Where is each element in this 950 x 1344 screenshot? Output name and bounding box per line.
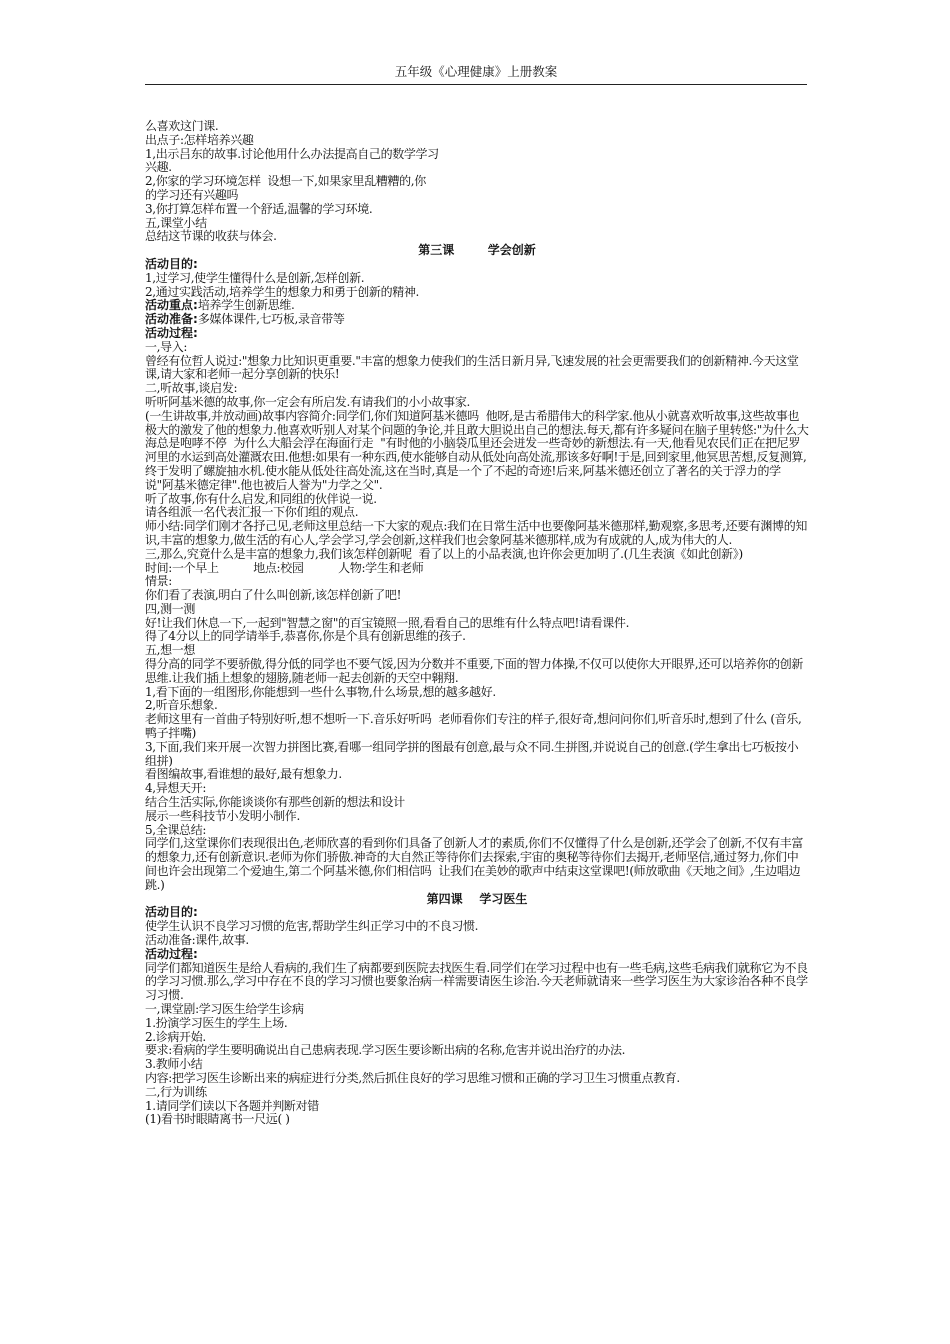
text-line — [145, 313, 809, 327]
text-line: 三,那么,究竟什么是丰富的想象力,我们该怎样创新呢 看了以上的小品表演,也许你会更加明了.(几生表演《如此创新》) — [145, 546, 743, 561]
text-line: 听听阿基米德的故事,你一定会有所启发.有请我们的小小故事家. — [145, 394, 470, 409]
text-line: 情景: — [145, 574, 172, 589]
text-line: 2,你家的学习环境怎样 设想一下,如果家里乱糟糟的,你 — [145, 174, 426, 189]
text-line: 2.诊病开始. — [145, 1029, 206, 1044]
text-line: 1.请同学们读以下各题并判断对错 — [145, 1098, 319, 1113]
page-header: 五年级《心理健康》上册教案 — [145, 62, 807, 85]
text-line: 得分高的同学不要骄傲,得分低的同学也不要气馁,因为分数并不重要,下面的智力体操,不仅可以使你大开眼界,还可以培养你的创新思维.让我们插上想象的翅膀,随老师一起去创新的天空中翱翔. — [145, 657, 804, 685]
text-line: 要求:看病的学生要明确说出自己患病表现.学习医生要诊断出病的名称,危害并说出治疗的办法. — [145, 1043, 626, 1058]
text-line: 使学生认识不良学习习惯的危害,帮助学生纠正学习中的不良习惯. — [145, 919, 479, 934]
text-line: 3.教师小结 — [145, 1057, 203, 1072]
text-line: 同学们都知道医生是给人看病的,我们生了病都要到医院去找医生看.同学们在学习过程中也有一些毛病,这些毛病我们就称它为不良的学习习惯.那么,学习中存在不良的学习习惯也要象治病一样需要请医生诊治.今天老师就请来一些学习医生为大家诊治各种不良学习习惯. — [145, 960, 808, 1003]
text-line: 四,测一测 — [145, 601, 196, 616]
text-line: 你们看了表演,明白了什么叫创新,该怎样创新了吧! — [145, 588, 402, 603]
text-line: 的学习还有兴趣吗 — [145, 187, 239, 202]
text-line: 看图编故事,看谁想的最好,最有想象力. — [145, 767, 342, 782]
text-line: 展示一些科技节小发明小制作. — [145, 808, 300, 823]
section-heading: 活动过程: — [145, 325, 198, 340]
text-line: 2,通过实践活动,培养学生的想象力和勇于创新的精神. — [145, 284, 419, 299]
text-line: 一,导入: — [145, 339, 188, 354]
text-line: (一生讲故事,并放动画)故事内容简介:同学们,你们知道阿基米德吗 他呀,是古希腊伟大的科学家.他从小就喜欢听故事,这些故事也极大的激发了他的想象力.他喜欢听别人对某个问题的争论,并且敢大胆说出自己的想法.每天,都有许多疑问在脑子里转悠:"为什么大海总是咆哮不停 为什么大船会浮在海面行走 "有时他的小脑袋瓜里还会迸发一些奇妙的新想法.有一天,他看见农民们正在把尼罗河里的水运到高处灌溉农田.他想:如果有一种东西,使水能够自动从低处向高处流,那该多好啊!于是,回到家里,他冥思苦想,反复测算,终于发明了螺旋抽水机.使水能从低处往高处流,这在当时,真是一个了不起的奇迹!后来,阿基米德还创立了著名的关于浮力的学说"阿基米德定律".他也被后人誉为"力学之父". — [145, 408, 809, 492]
text-line: 五,课堂小结 — [145, 215, 207, 230]
text-line: 兴趣. — [145, 160, 172, 175]
text-line: 1,看下面的一组图形,你能想到一些什么事物,什么场景,想的越多越好. — [145, 684, 496, 699]
text-line: 1,出示吕东的故事.讨论他用什么办法提高自己的数学学习 — [145, 146, 439, 161]
inline-text: 培养学生创新思维. — [197, 298, 295, 313]
text-line: 3,你打算怎样布置一个舒适,温馨的学习环境. — [145, 201, 373, 216]
text-line: 曾经有位哲人说过:"想象力比知识更重要."丰富的想象力使我们的生活日新月异,飞速发展的社会更需要我们的创新精神.今天这堂课,请大家和老师一起分享创新的快乐! — [145, 353, 799, 382]
text-line: 听了故事,你有什么启发,和同组的伙伴说一说. — [145, 491, 377, 506]
inline-text: 多媒体课件,七巧板,录音带等 — [197, 312, 345, 327]
text-line: 3,下面,我们来开展一次智力拼图比赛,看哪一组同学拼的图最有创意,最与众不同.生拼图,并说说自己的创意.(学生拿出七巧板按小组拼) — [145, 739, 799, 768]
inline-label: 活动准备: — [145, 312, 198, 327]
text-line: 二,听故事,谈启发: — [145, 381, 238, 396]
document-body — [145, 120, 809, 1127]
inline-label: 活动重点: — [145, 298, 198, 313]
text-line: 5,全课总结: — [145, 822, 207, 837]
text-line: 么喜欢这门课. — [145, 119, 219, 133]
text-line: 老师这里有一首曲子特别好听,想不想听一下.音乐好听吗 老师看你们专注的样子,很好奇,想问问你们,听音乐时,想到了什么 (音乐,鸭子拌嘴) — [145, 712, 802, 741]
text-line: 1.扮演学习医生的学生上场. — [145, 1015, 288, 1030]
text-line: 结合生活实际,你能谈谈你有那些创新的想法和设计 — [145, 795, 405, 810]
text-line: 一,课堂剧:学习医生给学生诊病 — [145, 1002, 304, 1016]
text-line: 好!让我们休息一下,一起到"智慧之窗"的百宝镜照一照,看看自己的思维有什么特点吧!请看课件. — [145, 615, 630, 630]
text-line: 总结这节课的收获与体会. — [145, 229, 277, 244]
text-line: 师小结:同学们刚才各抒己见,老师这里总结一下大家的观点:我们在日常生活中也要像阿基米德那样,勤观察,多思考,还要有渊博的知识,丰富的想象力,做生活的有心人,学会学习,学会创新,这样我们也会象阿基米德那样,成为有成就的人,成为伟大的人. — [145, 519, 807, 547]
text-line: 出点子:怎样培养兴趣 — [145, 132, 254, 147]
text-line: 二,行为训练 — [145, 1084, 207, 1099]
text-line: 五,想一想 — [145, 643, 196, 658]
text-line: 请各组派一名代表汇报一下你们组的观点. — [145, 505, 359, 520]
text-line: 内容:把学习医生诊断出来的病症进行分类,然后抓住良好的学习思维习惯和正确的学习卫生习惯重点教育. — [145, 1070, 680, 1085]
text-line: (1)看书时眼睛离书一尺远( ) — [145, 1112, 290, 1127]
lesson-title: 第三课 学会创新 — [418, 243, 536, 258]
text-line: 4,异想天开: — [145, 781, 207, 796]
text-line: 时间:一个早上 地点:校园 人物:学生和老师 — [145, 560, 424, 575]
text-line: 2,听音乐想象. — [145, 698, 218, 713]
section-heading: 活动目的: — [145, 256, 198, 271]
text-line: 1,过学习,使学生懂得什么是创新,怎样创新. — [145, 270, 365, 285]
text-line: 得了4分以上的同学请举手,恭喜你,你是个具有创新思维的孩子. — [145, 629, 466, 644]
text-line: 活动准备:课件,故事. — [145, 933, 249, 948]
text-line: 同学们,这堂课你们表现很出色,老师欣喜的看到你们具备了创新人才的素质,你们不仅懂得了什么是创新,还学会了创新,不仅有丰富的想象力,还有创新意识.老师为你们骄傲.神奇的大自然正等待你们去探索,宇宙的奥秘等待你们去揭开,老师坚信,通过努力,你们中间也许会出现第二个爱迪生,第二个阿基米德,你们相信吗 让我们在美妙的歌声中结束这堂课吧!(师放歌曲《天地之间》,生边唱边跳.) — [145, 836, 804, 892]
section-heading: 活动目的: — [145, 905, 198, 920]
section-heading: 活动过程: — [145, 946, 198, 961]
lesson-title: 第四课 学习医生 — [426, 891, 528, 906]
